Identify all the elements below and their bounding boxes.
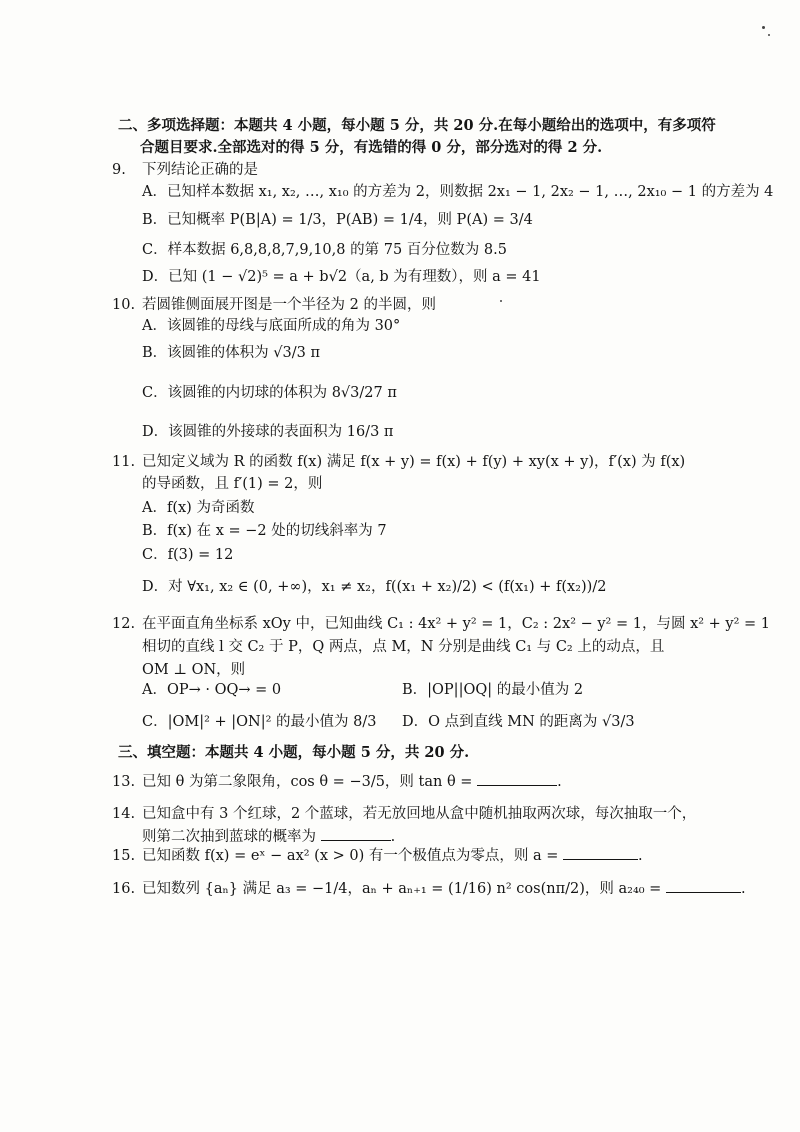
q11-option-b: B．f(x) 在 x = −2 处的切线斜率为 7 [142, 523, 387, 539]
question-11 [112, 452, 685, 472]
question-number: 11. [112, 454, 136, 470]
q11-option-a: A．f(x) 为奇函数 [142, 500, 255, 516]
question-stem-line2: 相切的直线 l 交 C₂ 于 P，Q 两点，点 M，N 分别是曲线 C₁ 与 C₂ 上的动点，且 [142, 639, 665, 655]
q9-option-b: B．已知概率 P(B|A) = 1/3，P(AB) = 1/4，则 P(A) = 3/4 [142, 212, 533, 228]
question-number: 10. [112, 297, 136, 313]
question-number: 9. [112, 162, 126, 178]
question-10 [112, 295, 436, 315]
q9-option-c: C．样本数据 6,8,8,8,7,9,10,8 的第 75 百分位数为 8.5 [142, 242, 507, 258]
q12-option-d: D．O 点到直线 MN 的距离为 √3/3 [402, 714, 635, 730]
q9-option-d: D．已知 (1 − √2)⁵ = a + b√2（a, b 为有理数），则 a = 41 [142, 269, 541, 285]
question-stem-line1: 已知定义域为 R 的函数 f(x) 满足 f(x + y) = f(x) + f(y) + xy(x + y)，f′(x) 为 f(x) [142, 454, 686, 470]
answer-blank [477, 771, 557, 786]
question-number: 12. [112, 616, 136, 632]
question-stem: 若圆锥侧面展开图是一个半径为 2 的半圆，则 [142, 297, 436, 313]
question-stem-line2: 的导函数，且 f′(1) = 2，则 [142, 476, 323, 492]
q10-option-d: D．该圆锥的外接球的表面积为 16/3 π [142, 424, 394, 440]
question-stem: 下列结论正确的是 [142, 162, 258, 178]
question-text: 已知函数 f(x) = eˣ − ax² (x > 0) 有一个极值点为零点，则 a = [142, 848, 559, 864]
q10-option-a: A．该圆锥的母线与底面所成的角为 30° [142, 318, 401, 334]
q12-option-a: A．OP→ · OQ→ = 0 [142, 682, 282, 698]
question-15 [112, 845, 643, 866]
question-13 [112, 771, 562, 792]
scan-speck [762, 26, 765, 29]
question-stem-line1: 在平面直角坐标系 xOy 中，已知曲线 C₁ : 4x² + y² = 1，C₂ : 2x² − y² = 1，与圆 x² + y² = 1 [142, 616, 771, 632]
question-number: 13. [112, 774, 136, 790]
q11-option-c: C．f(3) = 12 [142, 547, 234, 563]
answer-blank [666, 878, 741, 893]
question-14-line2 [142, 826, 395, 847]
question-16 [112, 878, 746, 899]
question-end: . [390, 829, 396, 845]
question-9 [112, 160, 258, 180]
question-text-line2: 则第二次抽到蓝球的概率为 [142, 829, 316, 845]
q10-option-b: B．该圆锥的体积为 √3/3 π [142, 345, 320, 361]
scan-speck [768, 34, 770, 36]
section3-header: 三、填空题：本题共 4 小题，每小题 5 分，共 20 分. [118, 744, 470, 761]
question-text: 已知数列 {aₙ} 满足 a₃ = −1/4，aₙ + aₙ₊₁ = (1/16) n² cos(nπ/2)，则 a₂₄₀ = [142, 881, 662, 897]
question-end: . [557, 774, 562, 790]
question-stem-line3: OM ⊥ ON，则 [142, 662, 246, 678]
q12-option-c: C．|OM|² + |ON|² 的最小值为 8/3 [142, 714, 377, 730]
question-text-line1: 已知盒中有 3 个红球，2 个蓝球，若无放回地从盒中随机抽取两次球，每次抽取一个， [142, 806, 697, 822]
section2-header-line2: 合题目要求.全部选对的得 5 分，有选错的得 0 分，部分选对的得 2 分. [140, 139, 603, 156]
question-number: 15. [112, 848, 136, 864]
q9-option-a: A．已知样本数据 x₁, x₂, …, x₁₀ 的方差为 2，则数据 2x₁ − 1, 2x₂ − 1, …, 2x₁₀ − 1 的方差为 4 [142, 184, 774, 200]
answer-blank [321, 826, 391, 841]
question-text: 已知 θ 为第二象限角，cos θ = −3/5，则 tan θ = [142, 774, 473, 790]
answer-blank [563, 845, 638, 860]
question-end: . [638, 848, 643, 864]
q12-option-b: B．|OP||OQ| 的最小值为 2 [402, 682, 584, 698]
section2-header-line1: 二、多项选择题：本题共 4 小题，每小题 5 分，共 20 分.在每小题给出的选项中，有多项符 [118, 117, 716, 134]
question-14 [112, 804, 696, 824]
question-12 [112, 614, 770, 634]
q11-option-d: D．对 ∀x₁, x₂ ∈ (0, +∞)，x₁ ≠ x₂，f((x₁ + x₂)/2) < (f(x₁) + f(x₂))/2 [142, 579, 607, 595]
q10-option-c: C．该圆锥的内切球的体积为 8√3/27 π [142, 385, 397, 401]
question-number: 14. [112, 806, 136, 822]
scan-speck [500, 300, 502, 302]
question-number: 16. [112, 881, 136, 897]
question-end: . [740, 881, 746, 897]
